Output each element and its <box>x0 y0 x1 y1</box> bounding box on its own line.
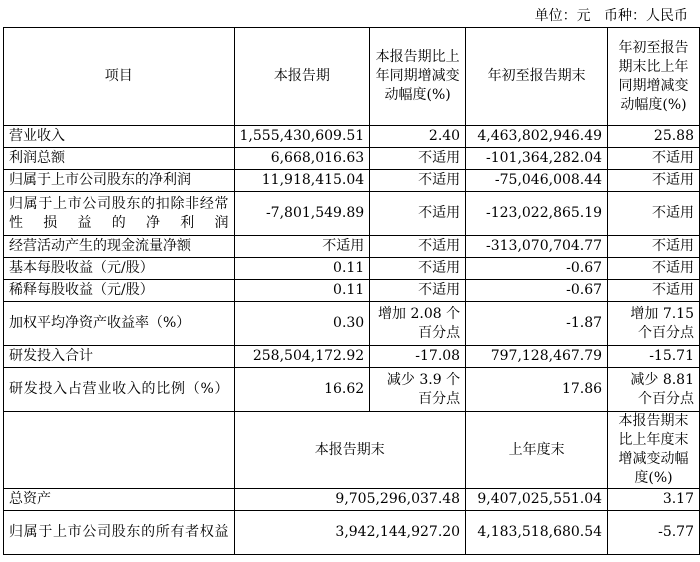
table-row <box>4 511 700 555</box>
row-current-change: 不适用 <box>370 280 466 302</box>
row-ytd-change: 不适用 <box>608 236 700 258</box>
table-row <box>4 489 700 511</box>
unit-currency-note: 单位：元 币种：人民币 <box>534 8 688 24</box>
row-ytd-change: 不适用 <box>608 258 700 280</box>
row-current: 0.11 <box>234 258 370 280</box>
row-item: 归属于上市公司股东的净利润 <box>4 170 235 192</box>
row2-prior-year-end: 9,407,025,551.04 <box>466 489 608 511</box>
header2-change: 本报告期末比上年度末增减变动幅度(%) <box>608 412 700 489</box>
table-row <box>4 258 700 280</box>
table-row <box>4 302 700 346</box>
row-ytd: -101,364,282.04 <box>466 148 608 170</box>
row-current-change: 减少 3.9 个百分点 <box>370 368 466 412</box>
row-item: 加权平均净资产收益率（%） <box>4 302 235 346</box>
row-current: 11,918,415.04 <box>234 170 370 192</box>
row-ytd: 17.86 <box>466 368 608 412</box>
row-ytd: -1.87 <box>466 302 608 346</box>
header2-prior-year-end: 上年度末 <box>466 412 608 489</box>
row-ytd: -0.67 <box>466 280 608 302</box>
row-ytd: -123,022,865.19 <box>466 192 608 236</box>
row-current-change: 增加 2.08 个百分点 <box>370 302 466 346</box>
table-row <box>4 368 700 412</box>
row-current: 不适用 <box>234 236 370 258</box>
row-current: 6,668,016.63 <box>234 148 370 170</box>
table-header-row <box>4 28 700 126</box>
row-item: 研发投入合计 <box>4 346 235 368</box>
row-ytd-change: -15.71 <box>608 346 700 368</box>
header-current-change: 本报告期比上年同期增减变动幅度(%) <box>370 28 466 126</box>
row-ytd-change: 不适用 <box>608 280 700 302</box>
table-row <box>4 236 700 258</box>
row-current-change: -17.08 <box>370 346 466 368</box>
header2-end: 本报告期末 <box>234 412 466 489</box>
row-item: 基本每股收益（元/股） <box>4 258 235 280</box>
table-row <box>4 280 700 302</box>
row-item: 营业收入 <box>4 126 235 148</box>
table-row <box>4 170 700 192</box>
row2-end: 3,942,144,927.20 <box>234 511 466 555</box>
row-current-change: 不适用 <box>370 170 466 192</box>
row-ytd: -313,070,704.77 <box>466 236 608 258</box>
row-current: 0.30 <box>234 302 370 346</box>
row-item: 利润总额 <box>4 148 235 170</box>
table-row <box>4 192 700 236</box>
row-ytd: 797,128,467.79 <box>466 346 608 368</box>
table-row <box>4 148 700 170</box>
row-current: 16.62 <box>234 368 370 412</box>
row2-prior-year-end: 4,183,518,680.54 <box>466 511 608 555</box>
row-ytd-change: 25.88 <box>608 126 700 148</box>
header-current: 本报告期 <box>234 28 370 126</box>
financial-data-table <box>3 27 700 555</box>
row2-change: 3.17 <box>608 489 700 511</box>
row-ytd-change: 不适用 <box>608 192 700 236</box>
header2-blank <box>4 412 235 489</box>
row-current: 258,504,172.92 <box>234 346 370 368</box>
row-current: 1,555,430,609.51 <box>234 126 370 148</box>
table-row <box>4 126 700 148</box>
row2-item: 总资产 <box>4 489 235 511</box>
row-ytd: -75,046,008.44 <box>466 170 608 192</box>
table-row <box>4 346 700 368</box>
row-item: 经营活动产生的现金流量净额 <box>4 236 235 258</box>
row2-change: -5.77 <box>608 511 700 555</box>
row2-item: 归属于上市公司股东的所有者权益 <box>4 511 235 555</box>
row-current-change: 不适用 <box>370 258 466 280</box>
row-current-change: 不适用 <box>370 192 466 236</box>
row-ytd-change: 不适用 <box>608 170 700 192</box>
row2-end: 9,705,296,037.48 <box>234 489 466 511</box>
header-ytd: 年初至报告期末 <box>466 28 608 126</box>
row-item: 稀释每股收益（元/股） <box>4 280 235 302</box>
row-current-change: 2.40 <box>370 126 466 148</box>
row-ytd-change: 增加 7.15 个百分点 <box>608 302 700 346</box>
row-current: 0.11 <box>234 280 370 302</box>
row-ytd: -0.67 <box>466 258 608 280</box>
row-ytd-change: 不适用 <box>608 148 700 170</box>
row-ytd: 4,463,802,946.49 <box>466 126 608 148</box>
header-ytd-change: 年初至报告期末比上年同期增减变动幅度(%) <box>608 28 700 126</box>
row-current: -7,801,549.89 <box>234 192 370 236</box>
row-ytd-change: 减少 8.81 个百分点 <box>608 368 700 412</box>
row-current-change: 不适用 <box>370 236 466 258</box>
table-header-row-2 <box>4 412 700 489</box>
row-item: 研发投入占营业收入的比例（%） <box>4 368 235 412</box>
row-item: 归属于上市公司股东的扣除非经常性损益的净利润 <box>4 192 235 236</box>
row-current-change: 不适用 <box>370 148 466 170</box>
header-item: 项目 <box>4 28 235 126</box>
